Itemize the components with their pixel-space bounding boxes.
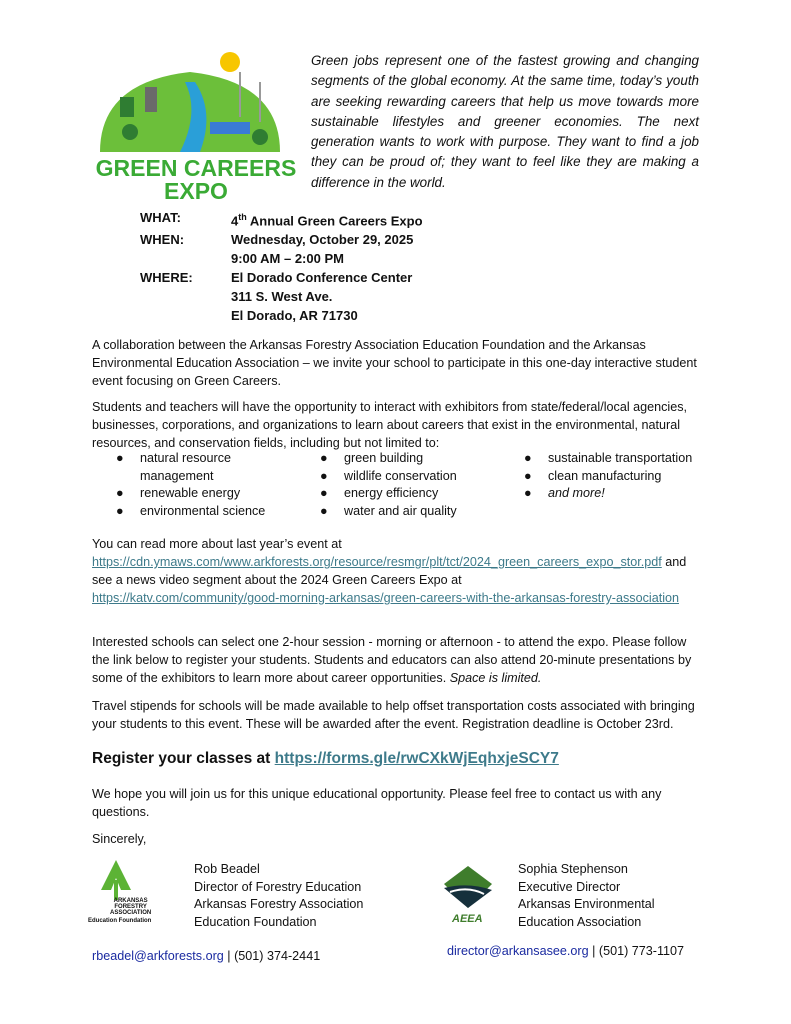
signer-title: Director of Forestry Education	[194, 879, 362, 894]
green-careers-expo-logo	[90, 42, 302, 202]
signer-title: Executive Director	[518, 879, 621, 894]
stipend-paragraph: Travel stipends for schools will be made available to help offset transportation costs associated with bringing your students to this event. These will be awarded after the event. Registration deadline is October 23rd.	[92, 699, 695, 731]
signer-org: Education Association	[518, 914, 642, 929]
opportunity-paragraph: Students and teachers will have the opportunity to interact with exhibitors from state/federal/local agencies, businesses, corporations, and organizations to learn about careers that exist in the environmental, natural resources, and conservation fields, including but not limited to:	[92, 400, 688, 450]
where-venue: El Dorado Conference Center	[231, 270, 413, 286]
when-time: 9:00 AM – 2:00 PM	[231, 251, 344, 267]
sincerely: Sincerely,	[92, 832, 147, 846]
what-label: WHAT:	[140, 210, 181, 225]
list-item: ● water and air quality	[320, 503, 457, 518]
phone: (501) 374-2441	[234, 949, 321, 963]
register-line: Register your classes at https://forms.gle/rwCXkWjEqhxjeSCY7	[92, 750, 559, 767]
list-item: ● wildlife conservation	[320, 468, 457, 483]
globe-illustration-icon	[90, 42, 302, 152]
when-date: Wednesday, October 29, 2025	[231, 232, 414, 248]
signer-name: Rob Beadel	[194, 862, 260, 876]
list-item: ● renewable energy	[116, 486, 241, 501]
news-video-link[interactable]: https://katv.com/community/good-morning-arkansas/green-careers-with-the-arkansas-forestry-association	[92, 591, 679, 605]
logo-subtitle: EXPO	[164, 178, 228, 204]
when-label: WHEN:	[140, 232, 185, 248]
aeea-logo: AEEA	[440, 862, 500, 928]
collaboration-paragraph: A collaboration between the Arkansas Forestry Association Education Foundation and the Arkansas Environmental Education Association – we invite your school to participate in this one-day interactive student event focusing on Green Careers.	[92, 338, 697, 388]
registration-link[interactable]: https://forms.gle/rwCXkWjEqhxjeSCY7	[274, 750, 559, 767]
list-item: ● and more!	[524, 486, 605, 501]
logo-title: GREEN CAREERS	[95, 155, 297, 181]
list-item: ● sustainable transportation	[524, 451, 693, 465]
mountain-river-icon	[440, 862, 496, 910]
signer-name: Sophia Stephenson	[518, 862, 628, 876]
contact-sophia-stephenson: director@arkansasee.org | (501) 773-1107	[447, 944, 685, 958]
session-paragraph: Interested schools can select one 2-hour session - morning or afternoon - to attend the expo. Please follow the link below to register your students. Students and educators can also attend 20-minute presentations by some of the exhibitors to learn more about career opportunities. Space is limited.	[92, 635, 692, 685]
where-street: 311 S. West Ave.	[231, 289, 333, 305]
signer-org: Arkansas Environmental	[518, 897, 655, 912]
closing-paragraph: We hope you will join us for this unique educational opportunity. Please feel free to contact us with any questions.	[92, 787, 662, 819]
event-details	[140, 208, 423, 325]
list-item: ● clean manufacturing	[524, 468, 662, 483]
where-label: WHERE:	[140, 270, 193, 286]
career-fields-list	[116, 450, 692, 520]
email-link[interactable]: director@arkansasee.org	[447, 944, 589, 958]
signature-rob-beadel	[194, 861, 363, 931]
signer-org: Education Foundation	[194, 914, 317, 929]
list-item: ● natural resource management	[116, 451, 232, 483]
tree-icon	[96, 860, 136, 900]
contact-rob-beadel: rbeadel@arkforests.org | (501) 374-2441	[92, 949, 321, 963]
story-pdf-link[interactable]: https://cdn.ymaws.com/www.arkforests.org/resource/resmgr/plt/tct/2024_green_careers_expo_stor.pdf	[92, 555, 662, 569]
list-item: ● environmental science	[116, 503, 266, 518]
afa-logo: ARKANSAS FORESTRY ASSOCIATION Education Foundation	[88, 860, 188, 928]
email-link[interactable]: rbeadel@arkforests.org	[92, 949, 224, 963]
signature-sophia-stephenson	[518, 861, 655, 931]
intro-paragraph: Green jobs represent one of the fastest growing and changing segments of the global economy. At the same time, today’s youth are seeking rewarding careers that help us move towards more sustainable lifestyles and greener economies. The next generation wants to work with purpose. They want to find a job they can be proud of; they want to feel like they are making a difference in the world.	[311, 53, 699, 190]
phone: (501) 773-1107	[598, 944, 685, 958]
last-year-paragraph: You can read more about last year’s event at https://cdn.ymaws.com/www.arkforests.org/resource/resmgr/plt/tct/2024_green_careers_expo_stor.pdf and see a news video segment about the 2024 Green Careers Expo at https://katv.com/community/good-morning-arkansas/green-careers-with-the-arkansas-forestry-association	[92, 537, 687, 605]
where-city: El Dorado, AR 71730	[231, 308, 358, 324]
list-item: ● energy efficiency	[320, 486, 439, 501]
list-item: ● green building	[320, 451, 424, 465]
signer-org: Arkansas Forestry Association	[194, 897, 364, 912]
what-value: 4th Annual Green Careers Expo	[231, 212, 423, 229]
